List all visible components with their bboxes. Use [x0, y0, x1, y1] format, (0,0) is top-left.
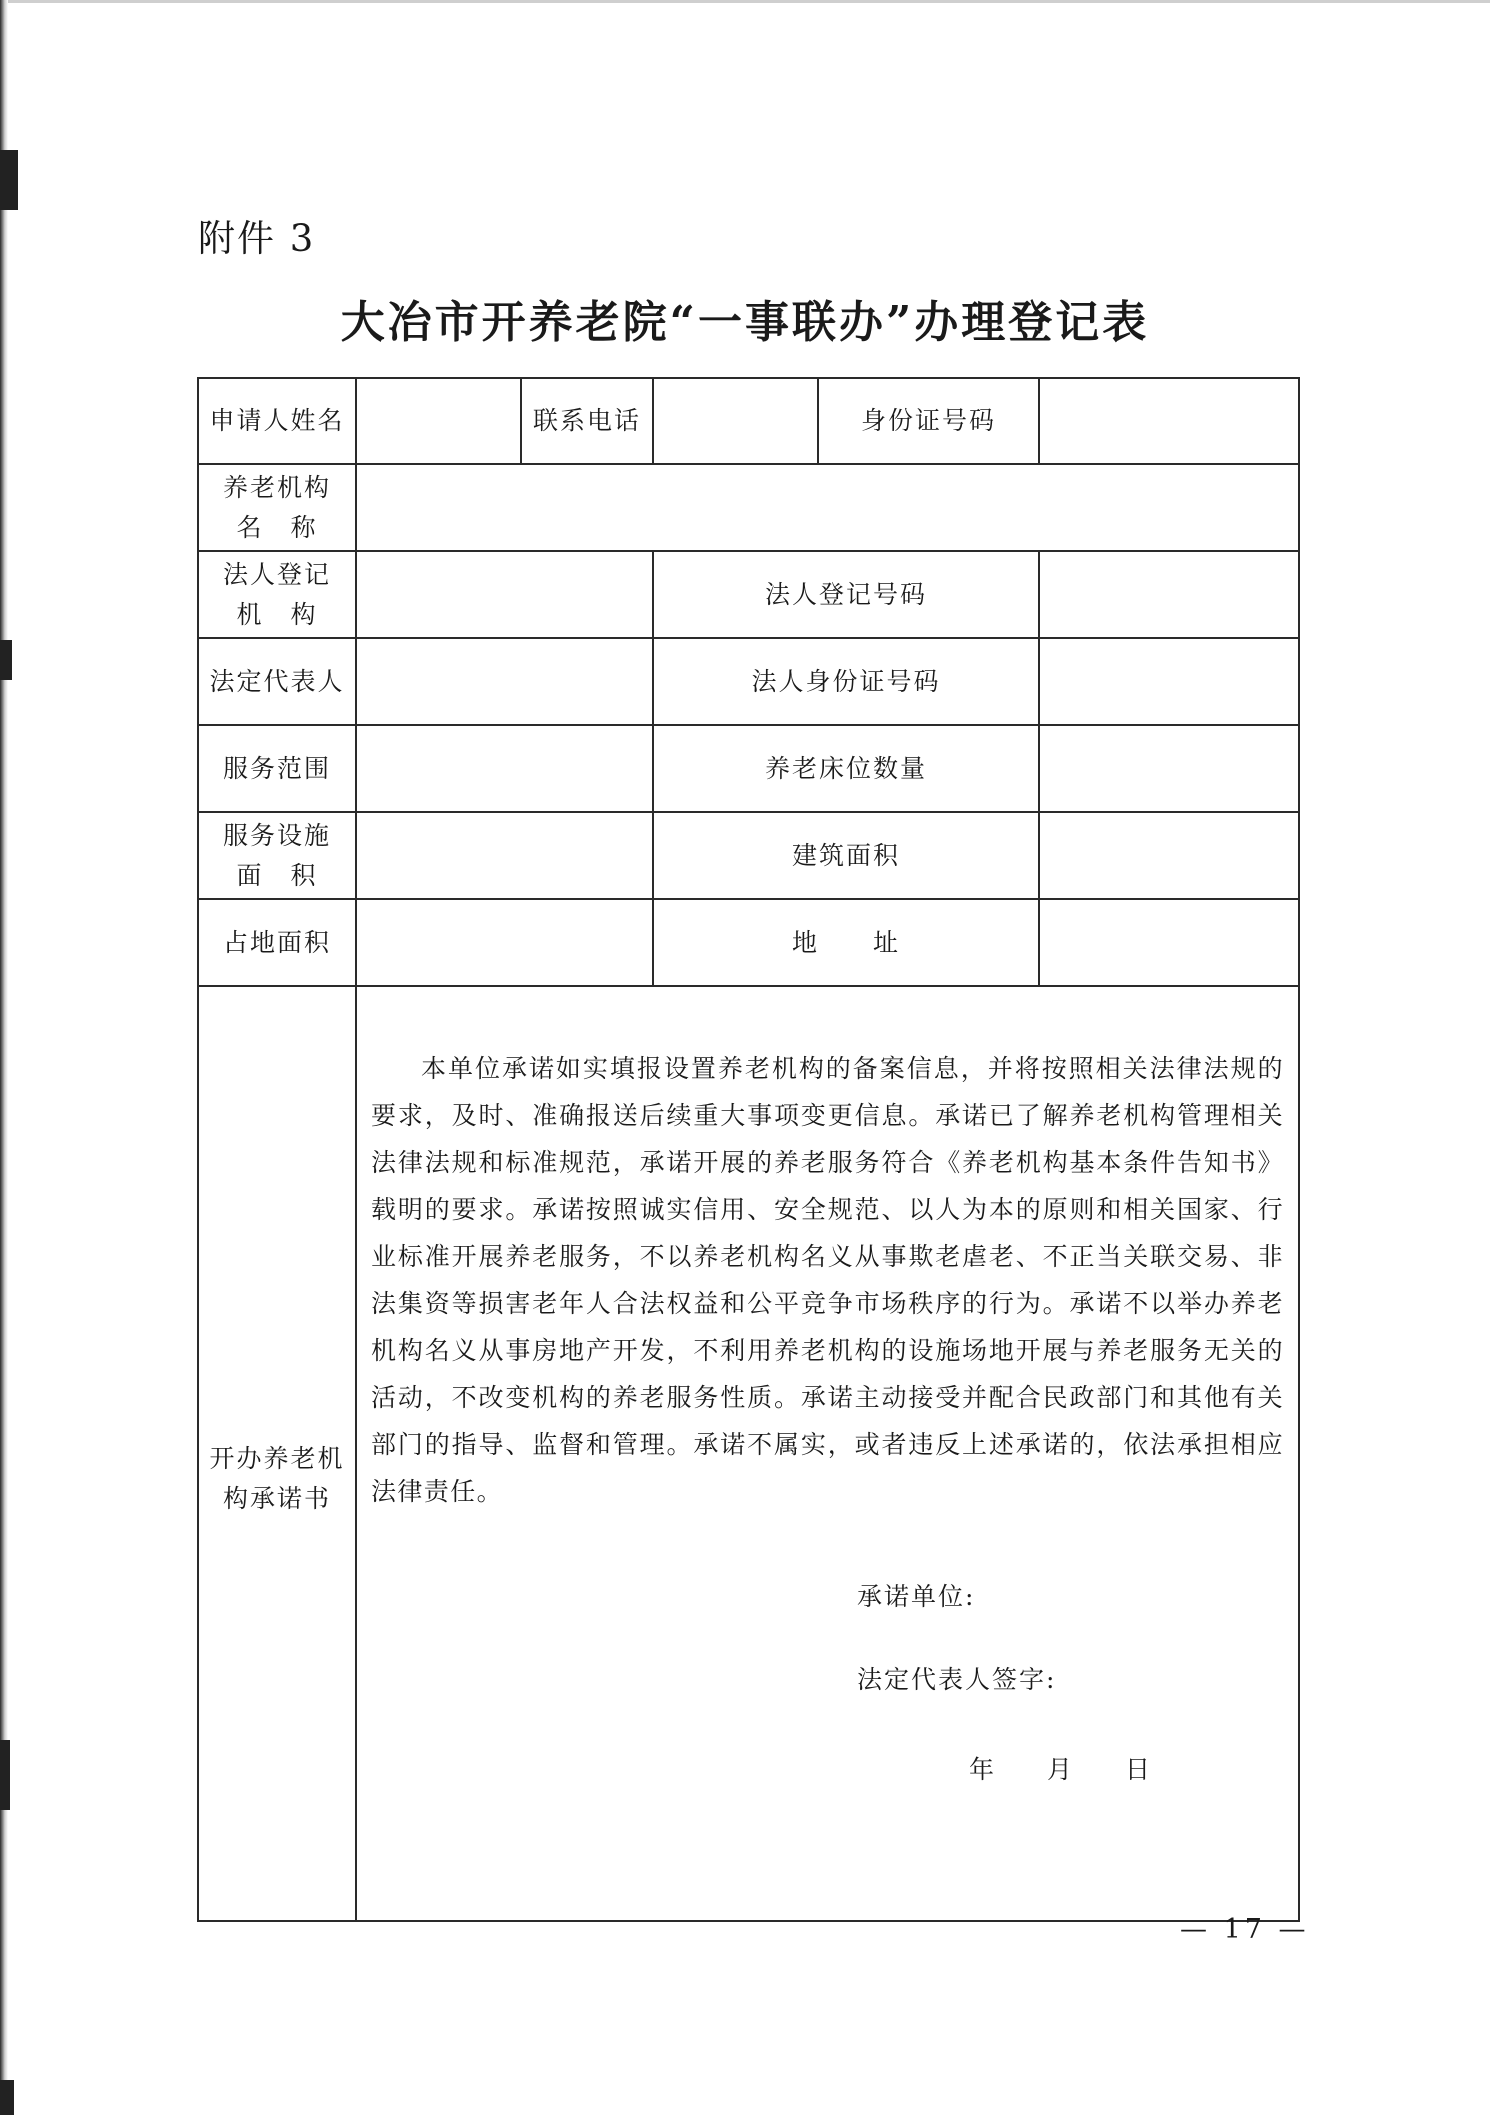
applicant-name-field[interactable]	[356, 378, 521, 464]
id-number-label: 身份证号码	[818, 378, 1039, 464]
legal-rep-sign-label: 法定代表人签字:	[857, 1665, 1057, 1694]
institution-name-label-line2: 名 称	[236, 512, 318, 542]
table-row	[198, 464, 1299, 551]
committing-unit-label: 承诺单位:	[857, 1582, 976, 1611]
facility-area-label-line1: 服务设施	[222, 820, 331, 850]
phone-label: 联系电话	[521, 378, 653, 464]
table-row	[198, 551, 1299, 638]
registration-table	[197, 377, 1300, 1922]
legal-rep-label: 法定代表人	[198, 638, 356, 725]
scan-mark	[0, 640, 12, 680]
commitment-content	[356, 986, 1299, 1921]
commitment-label	[198, 986, 356, 1921]
legal-rep-field[interactable]	[356, 638, 653, 725]
commitment-label-line1: 开办养老机	[209, 1443, 345, 1473]
land-area-label: 占地面积	[198, 899, 356, 986]
service-scope-field[interactable]	[356, 725, 653, 812]
date-day: 日	[1125, 1755, 1153, 1784]
commitment-text: 本单位承诺如实填报设置养老机构的备案信息，并将按照相关法律法规的要求，及时、准确报送后续重大事项变更信息。承诺已了解养老机构管理相关法律法规和标准规范，承诺开展的养老服务符合《养老机构基本条件告知书》载明的要求。承诺按照诚实信用、安全规范、以人为本的原则和相关国家、行业标准开展养老服务，不以养老机构名义从事欺老虐老、不正当关联交易、非法集资等损害老年人合法权益和公平竞争市场秩序的行为。承诺不以举办养老机构名义从事房地产开发，不利用养老机构的设施场地开展与养老服务无关的活动，不改变机构的养老服务性质。承诺主动接受并配合民政部门和其他有关部门的指导、监督和管理。承诺不属实，或者违反上述承诺的，依法承担相应法律责任。	[371, 1054, 1284, 1506]
applicant-name-label: 申请人姓名	[198, 378, 356, 464]
date-year: 年	[969, 1755, 997, 1784]
attachment-label: 附件 3	[198, 217, 316, 260]
building-area-label: 建筑面积	[653, 812, 1039, 899]
address-label: 地 址	[653, 899, 1039, 986]
bed-count-field[interactable]	[1039, 725, 1299, 812]
address-field[interactable]	[1039, 899, 1299, 986]
scan-mark	[0, 1740, 10, 1810]
form-title: 大冶市开养老院“一事联办”办理登记表	[340, 297, 1150, 348]
id-number-field[interactable]	[1039, 378, 1299, 464]
table-row	[198, 378, 1299, 464]
legal-id-number-field[interactable]	[1039, 638, 1299, 725]
legal-reg-org-label-line2: 机 构	[236, 599, 318, 629]
service-scope-label: 服务范围	[198, 725, 356, 812]
legal-reg-number-label: 法人登记号码	[653, 551, 1039, 638]
legal-reg-org-label	[198, 551, 356, 638]
date-month: 月	[1047, 1755, 1075, 1784]
legal-reg-number-field[interactable]	[1039, 551, 1299, 638]
facility-area-label	[198, 812, 356, 899]
scan-edge-top	[0, 0, 1490, 3]
table-row	[198, 812, 1299, 899]
scan-mark	[0, 2080, 14, 2115]
institution-name-label-line1: 养老机构	[222, 472, 331, 502]
table-row	[198, 986, 1299, 1921]
institution-name-field[interactable]	[356, 464, 1299, 551]
table-row	[198, 725, 1299, 812]
facility-area-field[interactable]	[356, 812, 653, 899]
page-number: — 17 —	[1180, 1914, 1310, 1945]
scan-mark	[0, 150, 18, 210]
land-area-field[interactable]	[356, 899, 653, 986]
table-row	[198, 899, 1299, 986]
bed-count-label: 养老床位数量	[653, 725, 1039, 812]
building-area-field[interactable]	[1039, 812, 1299, 899]
legal-reg-org-field[interactable]	[356, 551, 653, 638]
phone-field[interactable]	[653, 378, 818, 464]
facility-area-label-line2: 面 积	[236, 860, 318, 890]
legal-reg-org-label-line1: 法人登记	[222, 559, 331, 589]
legal-id-number-label: 法人身份证号码	[653, 638, 1039, 725]
commitment-label-line2: 构承诺书	[222, 1483, 331, 1513]
institution-name-label	[198, 464, 356, 551]
table-row	[198, 638, 1299, 725]
